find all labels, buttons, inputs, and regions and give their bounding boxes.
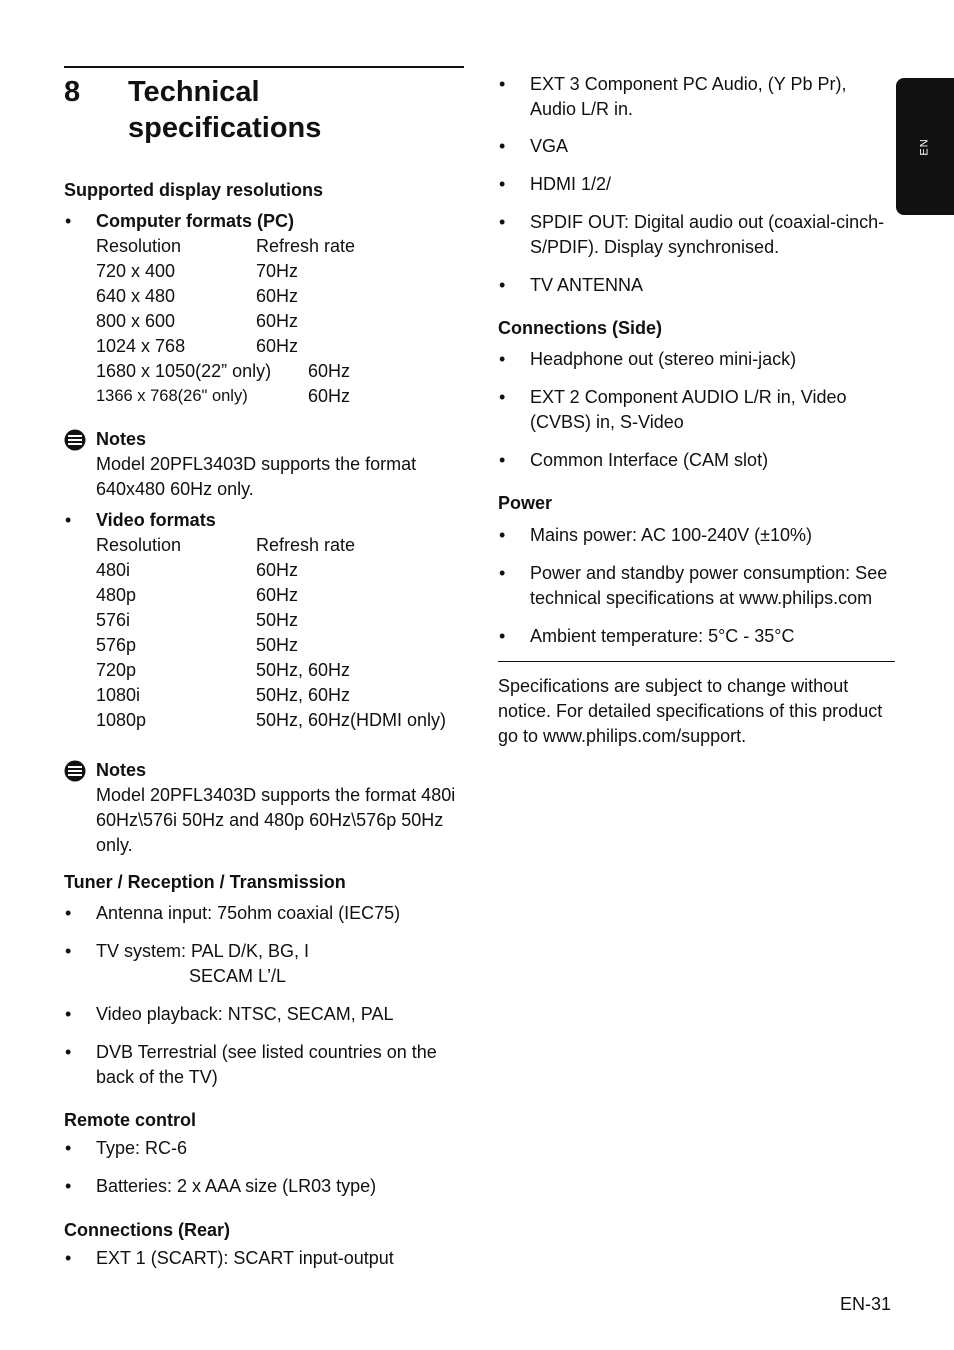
- chapter-rule: [64, 66, 464, 68]
- rear-heading: Connections (Rear): [64, 1220, 231, 1240]
- table-row: 800 x 600 60Hz: [96, 311, 299, 331]
- language-tab: [896, 78, 954, 215]
- right-column: [498, 72, 896, 749]
- table-row: 480i 60Hz: [96, 560, 299, 580]
- list-item: • Video playback: NTSC, SECAM, PAL: [65, 1004, 394, 1024]
- resolutions-heading: Supported display resolutions: [64, 180, 324, 200]
- list-item: • Common Interface (CAM slot): [499, 450, 769, 470]
- tuner-heading: Tuner / Reception / Transmission: [64, 872, 346, 892]
- left-column: [64, 66, 464, 1271]
- list-item: • Mains power: AC 100-240V (±10%): [499, 525, 813, 545]
- pc-formats-item: • Computer formats (PC) Resolution Refresh rate 720 x 400 70Hz 640 x 480 60Hz 800 x 600 60Hz 1024 x 768 60Hz 1680 x 1050(22” only) 60Hz 1366 x 768(26" only) 60Hz: [64, 209, 464, 409]
- list-item: • HDMI 1/2/: [499, 174, 612, 194]
- list-item: • VGA: [499, 136, 569, 156]
- note-text: Model 20PFL3403D supports the format 640x480 60Hz only.: [96, 454, 417, 499]
- list-item: • TV ANTENNA: [499, 275, 644, 295]
- list-item: • DVB Terrestrial (see listed countries on the back of the TV): [65, 1042, 437, 1087]
- list-item: • Type: RC-6: [65, 1138, 188, 1158]
- list-item: • SPDIF OUT: Digital audio out (coaxial-cinch-S/PDIF). Display synchronised.: [499, 212, 885, 257]
- table-header: Resolution Refresh rate: [96, 535, 356, 555]
- list-item: • EXT 2 Component AUDIO L/R in, Video (CVBS) in, S-Video: [499, 387, 847, 432]
- section-divider: [498, 661, 895, 662]
- table-row: 480p 60Hz: [96, 585, 299, 605]
- video-formats-title: Video formats: [96, 510, 216, 530]
- note-text: Model 20PFL3403D supports the format 480i 60Hz\576i 50Hz and 480p 60Hz\576p 50Hz only.: [96, 785, 456, 855]
- note-block-2: [64, 758, 464, 858]
- chapter-heading: [64, 74, 464, 146]
- remote-heading: Remote control: [64, 1110, 197, 1130]
- chapter-title: Technical specifications: [128, 76, 322, 144]
- pc-formats-table: [96, 234, 464, 409]
- note-icon: [64, 429, 86, 451]
- list-item: • Antenna input: 75ohm coaxial (IEC75): [65, 903, 401, 923]
- table-row: 720p 50Hz, 60Hz: [96, 660, 351, 680]
- chapter-number: 8: [64, 76, 81, 108]
- list-item: • Batteries: 2 x AAA size (LR03 type): [65, 1176, 377, 1196]
- note-title: Notes: [96, 760, 147, 780]
- list-item: • TV system: PAL D/K, BG, I SECAM L’/L: [65, 941, 310, 986]
- table-row: 1366 x 768(26" only) 60Hz: [96, 386, 351, 406]
- note-icon: [64, 760, 86, 782]
- table-row: 1080i 50Hz, 60Hz: [96, 685, 351, 705]
- pc-formats-title: Computer formats (PC): [96, 211, 295, 231]
- page-number: EN-31: [840, 1294, 892, 1314]
- table-row: 576i 50Hz: [96, 610, 299, 630]
- list-item: • Power and standby power consumption: See technical specifications at www.philips.com: [499, 563, 888, 608]
- table-row: 1024 x 768 60Hz: [96, 336, 299, 356]
- table-row: 640 x 480 60Hz: [96, 286, 299, 306]
- note-title: Notes: [96, 429, 147, 449]
- list-item: • Ambient temperature: 5°C - 35°C: [499, 626, 795, 646]
- list-item: • Headphone out (stereo mini-jack): [499, 349, 797, 369]
- language-tab-label: EN: [918, 137, 931, 156]
- table-header: Resolution Refresh rate: [96, 236, 356, 256]
- video-formats-item: • Video formats Resolution Refresh rate 480i 60Hz 480p 60Hz 576i 50Hz 576p 50Hz 720p 50Hz, 60Hz 1080i 50Hz, 60Hz 1080p 50Hz, 60Hz(HDMI only): [64, 508, 464, 733]
- video-formats-table: [96, 533, 464, 733]
- table-row: 1080p 50Hz, 60Hz(HDMI only): [96, 710, 447, 730]
- note-block-1: [64, 427, 464, 502]
- power-heading: Power: [498, 493, 553, 513]
- list-item: • EXT 1 (SCART): SCART input-output: [65, 1248, 394, 1268]
- list-item: • EXT 3 Component PC Audio, (Y Pb Pr), Audio L/R in.: [499, 74, 847, 119]
- side-heading: Connections (Side): [498, 318, 663, 338]
- disclaimer-text: Specifications are subject to change without notice. For detailed specifications of this product go to www.philips.com/support.: [498, 676, 883, 746]
- table-row: 576p 50Hz: [96, 635, 299, 655]
- table-row: 1680 x 1050(22” only) 60Hz: [96, 361, 351, 381]
- table-row: 720 x 400 70Hz: [96, 261, 299, 281]
